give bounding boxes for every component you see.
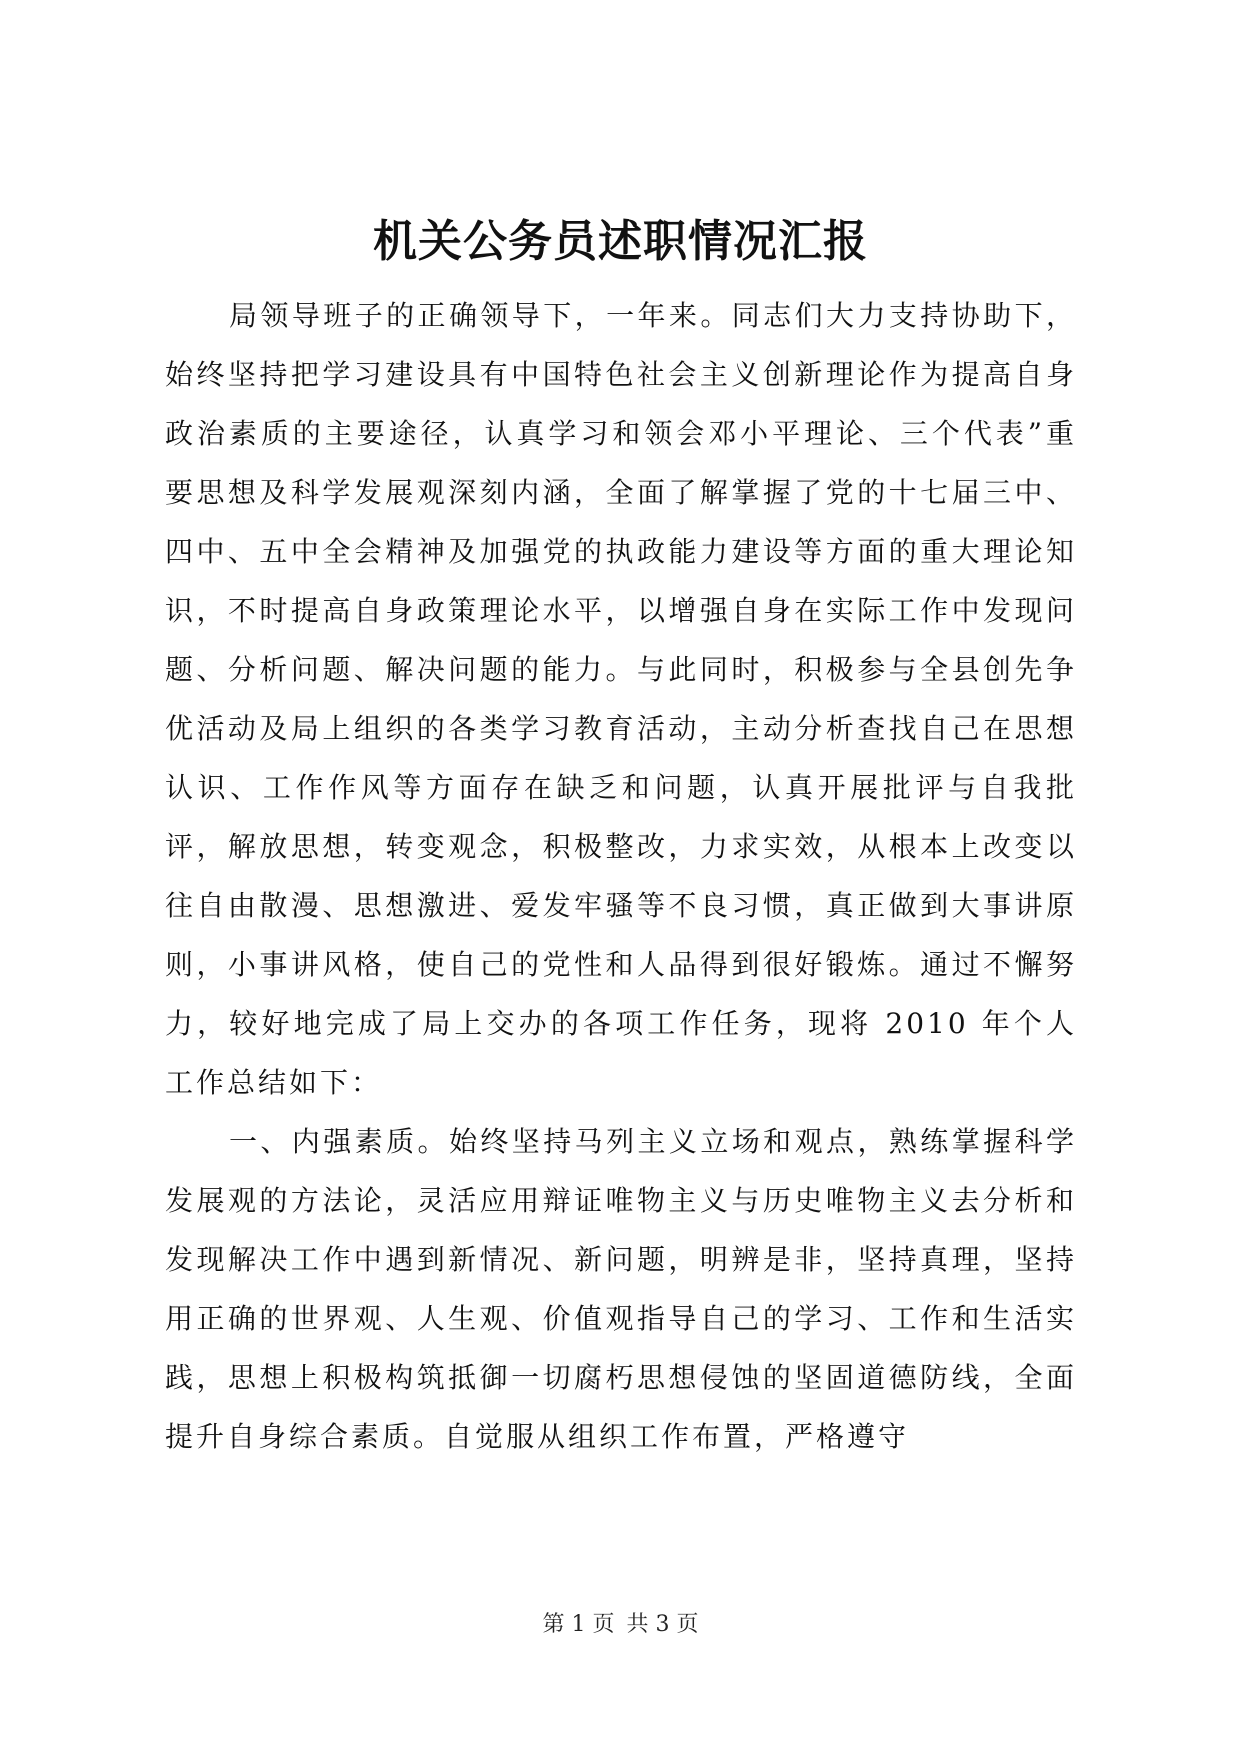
document-body <box>165 286 1077 1466</box>
page-footer <box>0 1610 1241 1640</box>
document-title: 机关公务员述职情况汇报 <box>373 216 868 267</box>
paragraph-section-1: 一、内强素质。始终坚持马列主义立场和观点，熟练掌握科学发展观的方法论，灵活应用辩证唯物主义与历史唯物主义去分析和发现解决工作中遇到新情况、新问题，明辨是非，坚持真理，坚持用正确的世界观、人生观、价值观指导自己的学习、工作和生活实践，思想上积极构筑抵御一切腐朽思想侵蚀的坚固道德防线，全面提升自身综合素质。自觉服从组织工作布置，严格遵守 <box>165 1125 1077 1453</box>
paragraph-intro: 局领导班子的正确领导下，一年来。同志们大力支持协助下，始终坚持把学习建设具有中国特色社会主义创新理论作为提高自身政治素质的主要途径，认真学习和领会邓小平理论、三个代表”重要思想及科学发展观深刻内涵，全面了解掌握了党的十七届三中、四中、五中全会精神及加强党的执政能力建设等方面的重大理论知识，不时提高自身政策理论水平，以增强自身在实际工作中发现问题、分析问题、解决问题的能力。与此同时，积极参与全县创先争优活动及局上组织的各类学习教育活动，主动分析查找自己在思想认识、工作作风等方面存在缺乏和问题，认真开展批评与自我批评，解放思想，转变观念，积极整改，力求实效，从根本上改变以往自由散漫、思想激进、爱发牢骚等不良习惯，真正做到大事讲原则，小事讲风格，使自己的党性和人品得到很好锻炼。通过不懈努力，较好地完成了局上交办的各项工作任务，现将 2010 年个人工作总结如下： <box>165 299 1077 1099</box>
page-number: 第 1 页 <box>542 1612 615 1637</box>
page-total: 共 3 页 <box>626 1612 699 1637</box>
